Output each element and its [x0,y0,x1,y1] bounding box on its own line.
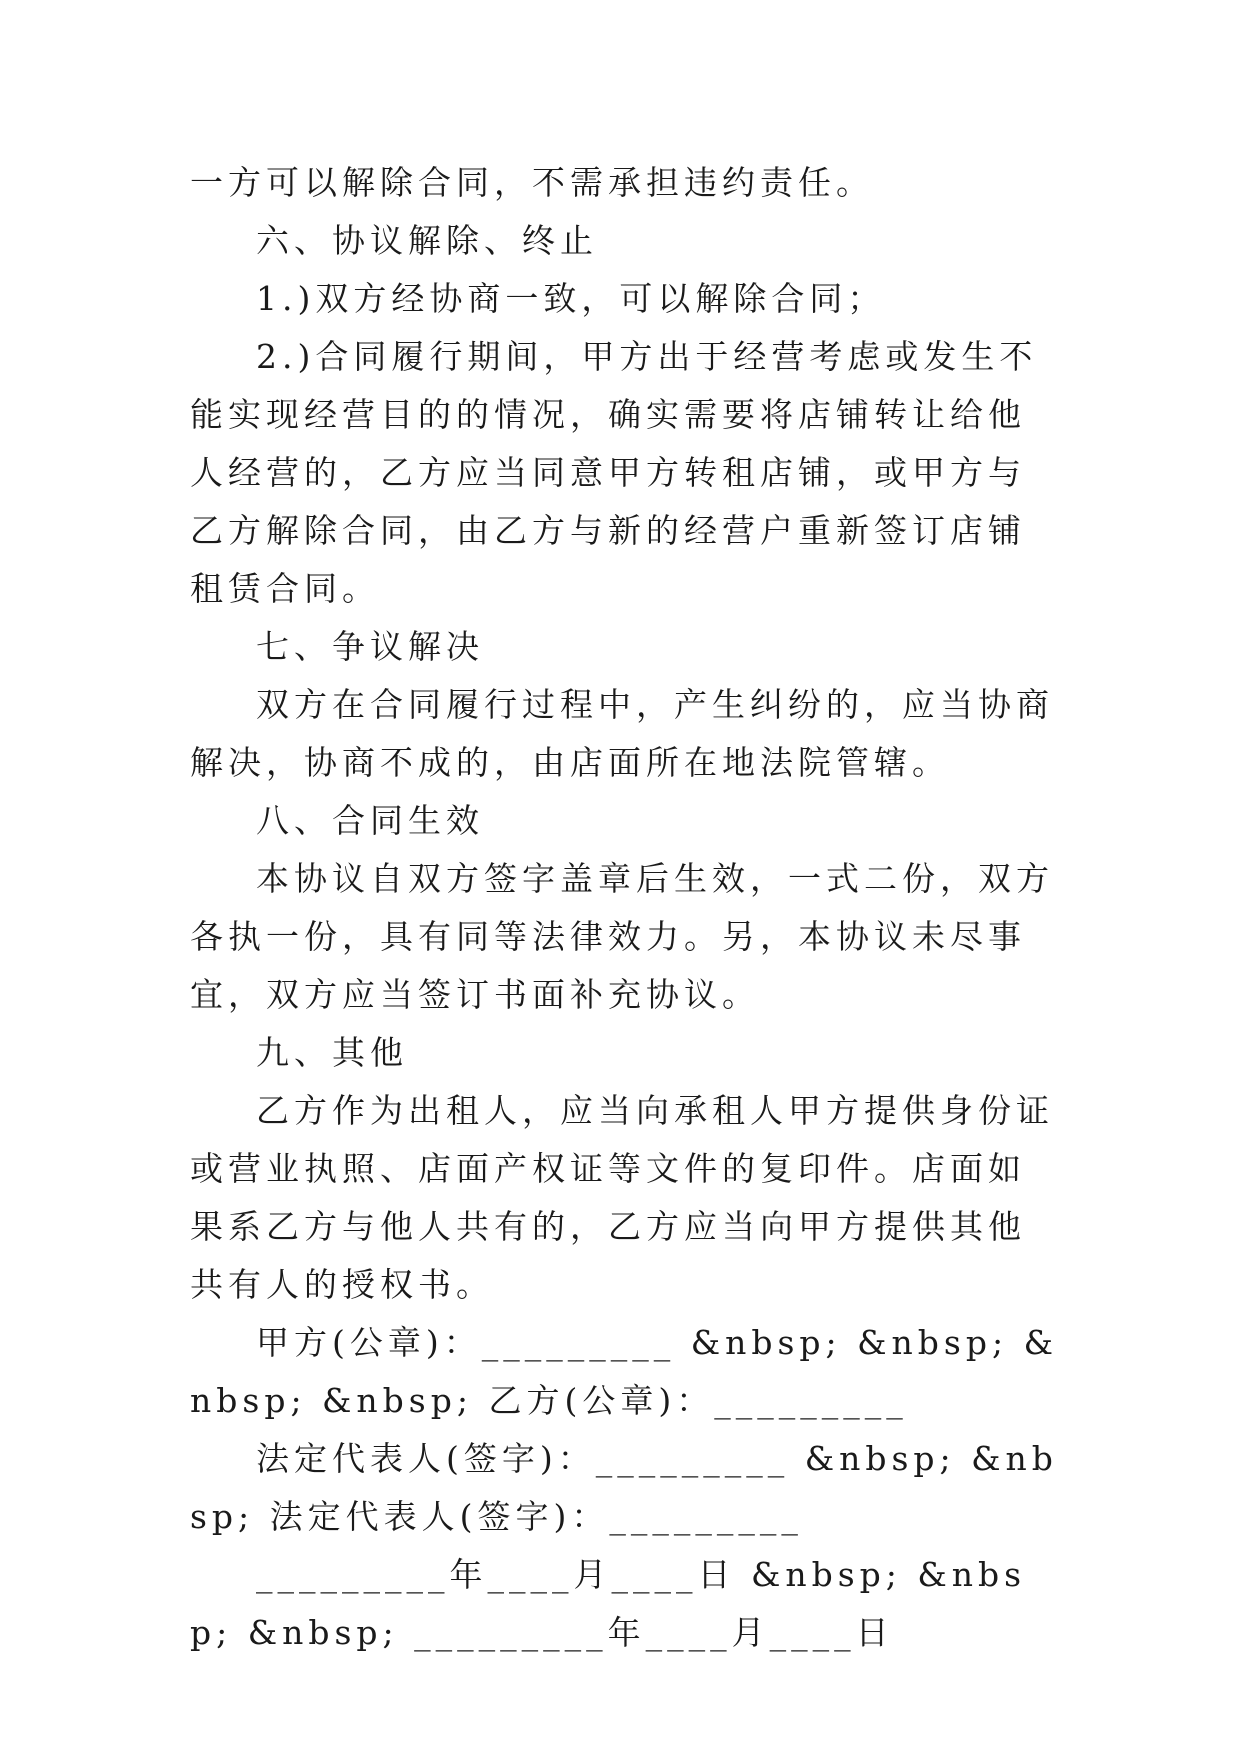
signature-representative-line: 法定代表人(签字)：_________ &nbsp; &nbsp; 法定代表人(签字)：_________ [190,1439,1058,1536]
signature-seal-line: 甲方(公章)：_________ &nbsp; &nbsp; &nbsp; &nbsp; 乙方(公章)：_________ [190,1323,1058,1420]
other-paragraph: 乙方作为出租人，应当向承租人甲方提供身份证或营业执照、店面产权证等文件的复印件。店面如果系乙方与他人共有的，乙方应当向甲方提供其他共有人的授权书。 [190,1091,1054,1304]
signature-date-line: _________年____月____日 &nbsp; &nbsp; &nbsp; _________年____月____日 [190,1555,1027,1652]
section-heading-termination: 六、协议解除、终止 [256,221,598,260]
clause-2: 2.)合同履行期间，甲方出于经营考虑或发生不能实现经营目的的情况，确实需要将店铺转让给他人经营的，乙方应当同意甲方转租店铺，或甲方与乙方解除合同，由乙方与新的经营户重新签订店铺租赁合同。 [190,337,1038,608]
section-heading-effective: 八、合同生效 [256,801,484,840]
section-heading-other: 九、其他 [256,1033,408,1072]
clause-1: 1.)双方经协商一致，可以解除合同； [256,279,886,318]
paragraph-continuation: 一方可以解除合同，不需承担违约责任。 [190,163,874,202]
section-heading-dispute: 七、争议解决 [256,627,484,666]
dispute-paragraph: 双方在合同履行过程中，产生纠纷的，应当协商解决，协商不成的，由店面所在地法院管辖。 [190,685,1054,782]
document-body [190,154,1060,1662]
effective-paragraph: 本协议自双方签字盖章后生效，一式二份，双方各执一份，具有同等法律效力。另，本协议未尽事宜，双方应当签订书面补充协议。 [190,859,1054,1014]
